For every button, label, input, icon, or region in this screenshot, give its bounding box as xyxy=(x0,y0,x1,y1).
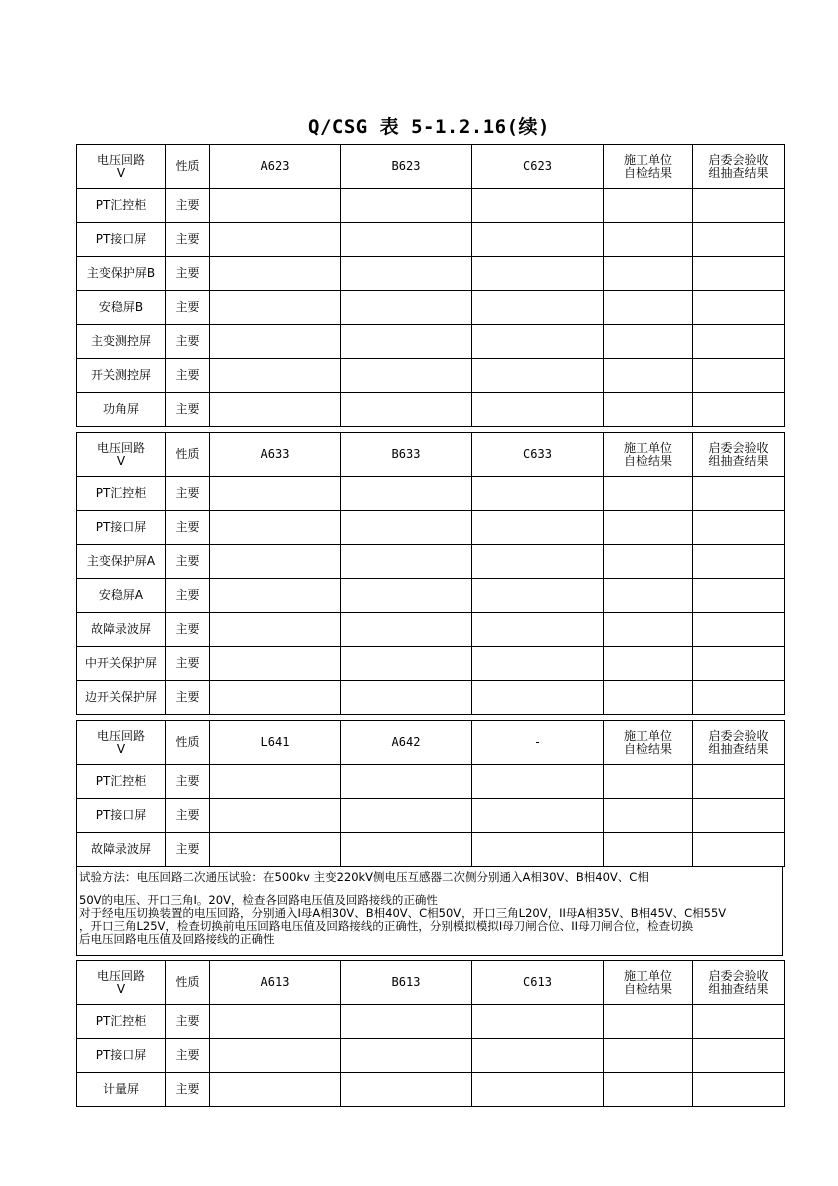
cell-phase-c[interactable] xyxy=(472,1039,604,1073)
row-nature: 主要 xyxy=(166,1073,210,1107)
row-name: 开关测控屏 xyxy=(77,359,166,393)
table-row xyxy=(77,257,785,291)
cell-construct[interactable] xyxy=(604,681,693,715)
header-row xyxy=(77,961,785,1005)
cell-committee[interactable] xyxy=(693,359,785,393)
row-name: 中开关保护屏 xyxy=(77,647,166,681)
cell-committee[interactable] xyxy=(693,1073,785,1107)
header-construct-result: 施工单位 自检结果 xyxy=(604,145,693,189)
cell-phase-c[interactable] xyxy=(472,291,604,325)
header-phase-b: B633 xyxy=(341,433,472,477)
cell-construct[interactable] xyxy=(604,647,693,681)
cell-construct[interactable] xyxy=(604,1005,693,1039)
cell-phase-a[interactable] xyxy=(210,223,341,257)
cell-construct[interactable] xyxy=(604,291,693,325)
cell-phase-c[interactable] xyxy=(472,511,604,545)
cell-construct[interactable] xyxy=(604,477,693,511)
cell-phase-a[interactable] xyxy=(210,545,341,579)
header-circuit: 电压回路 V xyxy=(77,145,166,189)
row-nature: 主要 xyxy=(166,613,210,647)
section-table-2 xyxy=(76,432,785,715)
cell-construct[interactable] xyxy=(604,765,693,799)
table-row xyxy=(77,393,785,427)
row-nature: 主要 xyxy=(166,223,210,257)
cell-phase-a[interactable] xyxy=(210,1005,341,1039)
cell-phase-a[interactable] xyxy=(210,257,341,291)
cell-construct[interactable] xyxy=(604,189,693,223)
header-row xyxy=(77,433,785,477)
cell-phase-a[interactable] xyxy=(210,647,341,681)
row-name: PT接口屏 xyxy=(77,223,166,257)
cell-phase-a[interactable] xyxy=(210,681,341,715)
cell-phase-c[interactable] xyxy=(472,613,604,647)
cell-phase-c[interactable] xyxy=(472,545,604,579)
row-name: 故障录波屏 xyxy=(77,613,166,647)
cell-phase-a[interactable] xyxy=(210,613,341,647)
row-nature: 主要 xyxy=(166,325,210,359)
row-name: PT接口屏 xyxy=(77,799,166,833)
header-phase-a: A613 xyxy=(210,961,341,1005)
row-nature: 主要 xyxy=(166,189,210,223)
header-phase-c: C633 xyxy=(472,433,604,477)
header-nature: 性质 xyxy=(166,961,210,1005)
cell-phase-b[interactable] xyxy=(341,359,472,393)
table-row xyxy=(77,647,785,681)
cell-committee[interactable] xyxy=(693,477,785,511)
cell-committee[interactable] xyxy=(693,681,785,715)
cell-committee[interactable] xyxy=(693,545,785,579)
row-nature: 主要 xyxy=(166,647,210,681)
row-name: 主变保护屏B xyxy=(77,257,166,291)
row-nature: 主要 xyxy=(166,579,210,613)
row-name: PT汇控柜 xyxy=(77,765,166,799)
cell-phase-a[interactable] xyxy=(210,477,341,511)
table-row xyxy=(77,1073,785,1107)
row-nature: 主要 xyxy=(166,359,210,393)
table-row xyxy=(77,477,785,511)
cell-phase-c[interactable] xyxy=(472,477,604,511)
header-committee-result: 启委会验收 组抽查结果 xyxy=(693,145,785,189)
table-row xyxy=(77,579,785,613)
cell-phase-a[interactable] xyxy=(210,511,341,545)
row-name: PT接口屏 xyxy=(77,511,166,545)
header-phase-b: B623 xyxy=(341,145,472,189)
header-construct-result: 施工单位 自检结果 xyxy=(604,433,693,477)
cell-phase-b[interactable] xyxy=(341,765,472,799)
cell-construct[interactable] xyxy=(604,359,693,393)
cell-phase-b[interactable] xyxy=(341,511,472,545)
row-nature: 主要 xyxy=(166,681,210,715)
header-phase-a: L641 xyxy=(210,721,341,765)
cell-committee[interactable] xyxy=(693,765,785,799)
table-row xyxy=(77,359,785,393)
note-line: 后电压回路电压值及回路接线的正确性 xyxy=(79,933,275,946)
row-nature: 主要 xyxy=(166,393,210,427)
cell-construct[interactable] xyxy=(604,1073,693,1107)
cell-phase-c[interactable] xyxy=(472,681,604,715)
table-row xyxy=(77,1039,785,1073)
cell-construct[interactable] xyxy=(604,325,693,359)
note-line: 50V的电压、开口三角I。20V，检查各回路电压值及回路接线的正确性 xyxy=(79,894,438,907)
header-construct-result: 施工单位 自检结果 xyxy=(604,721,693,765)
cell-committee[interactable] xyxy=(693,257,785,291)
cell-phase-b[interactable] xyxy=(341,833,472,867)
cell-committee[interactable] xyxy=(693,833,785,867)
row-nature: 主要 xyxy=(166,257,210,291)
cell-committee[interactable] xyxy=(693,799,785,833)
table-row xyxy=(77,681,785,715)
row-name: 故障录波屏 xyxy=(77,833,166,867)
table-row xyxy=(77,545,785,579)
cell-phase-a[interactable] xyxy=(210,189,341,223)
cell-phase-b[interactable] xyxy=(341,189,472,223)
header-phase-b: B613 xyxy=(341,961,472,1005)
cell-phase-b[interactable] xyxy=(341,799,472,833)
cell-committee[interactable] xyxy=(693,291,785,325)
cell-phase-a[interactable] xyxy=(210,1073,341,1107)
cell-committee[interactable] xyxy=(693,1039,785,1073)
section-table-1 xyxy=(76,144,785,427)
header-nature: 性质 xyxy=(166,145,210,189)
cell-phase-a[interactable] xyxy=(210,325,341,359)
cell-construct[interactable] xyxy=(604,613,693,647)
cell-construct[interactable] xyxy=(604,545,693,579)
cell-phase-a[interactable] xyxy=(210,833,341,867)
cell-phase-b[interactable] xyxy=(341,393,472,427)
cell-phase-b[interactable] xyxy=(341,545,472,579)
cell-phase-b[interactable] xyxy=(341,1005,472,1039)
cell-phase-c[interactable] xyxy=(472,257,604,291)
cell-phase-b[interactable] xyxy=(341,579,472,613)
section-table-4 xyxy=(76,960,785,1107)
cell-phase-b[interactable] xyxy=(341,681,472,715)
header-nature: 性质 xyxy=(166,721,210,765)
row-nature: 主要 xyxy=(166,477,210,511)
cell-phase-c[interactable] xyxy=(472,325,604,359)
header-phase-c: - xyxy=(472,721,604,765)
cell-phase-b[interactable] xyxy=(341,613,472,647)
row-name: 边开关保护屏 xyxy=(77,681,166,715)
header-phase-c: C623 xyxy=(472,145,604,189)
header-circuit: 电压回路 V xyxy=(77,433,166,477)
cell-phase-c[interactable] xyxy=(472,1073,604,1107)
header-committee-result: 启委会验收 组抽查结果 xyxy=(693,433,785,477)
header-nature: 性质 xyxy=(166,433,210,477)
header-committee-result: 启委会验收 组抽查结果 xyxy=(693,721,785,765)
table-row xyxy=(77,189,785,223)
table-row xyxy=(77,613,785,647)
cell-phase-b[interactable] xyxy=(341,291,472,325)
cell-phase-b[interactable] xyxy=(341,223,472,257)
cell-phase-a[interactable] xyxy=(210,765,341,799)
cell-phase-c[interactable] xyxy=(472,359,604,393)
cell-construct[interactable] xyxy=(604,223,693,257)
cell-phase-c[interactable] xyxy=(472,393,604,427)
cell-phase-c[interactable] xyxy=(472,765,604,799)
cell-phase-a[interactable] xyxy=(210,359,341,393)
cell-committee[interactable] xyxy=(693,325,785,359)
cell-construct[interactable] xyxy=(604,1039,693,1073)
cell-phase-b[interactable] xyxy=(341,257,472,291)
row-name: PT汇控柜 xyxy=(77,477,166,511)
header-row xyxy=(77,721,785,765)
header-circuit: 电压回路 V xyxy=(77,961,166,1005)
cell-phase-a[interactable] xyxy=(210,393,341,427)
cell-committee[interactable] xyxy=(693,511,785,545)
row-name: PT接口屏 xyxy=(77,1039,166,1073)
cell-phase-c[interactable] xyxy=(472,223,604,257)
row-nature: 主要 xyxy=(166,291,210,325)
header-circuit: 电压回路 V xyxy=(77,721,166,765)
note-line: ，开口三角L25V，检查切换前电压回路电压值及回路接线的正确性，分别模拟模拟I母刀闸合位、II母刀闸合位，检查切换 xyxy=(79,920,694,933)
header-construct-result: 施工单位 自检结果 xyxy=(604,961,693,1005)
cell-committee[interactable] xyxy=(693,393,785,427)
row-nature: 主要 xyxy=(166,545,210,579)
cell-committee[interactable] xyxy=(693,189,785,223)
cell-construct[interactable] xyxy=(604,833,693,867)
cell-committee[interactable] xyxy=(693,1005,785,1039)
row-name: 安稳屏B xyxy=(77,291,166,325)
table-row xyxy=(77,799,785,833)
cell-phase-c[interactable] xyxy=(472,189,604,223)
table-row xyxy=(77,325,785,359)
row-nature: 主要 xyxy=(166,1039,210,1073)
table-row xyxy=(77,1005,785,1039)
cell-committee[interactable] xyxy=(693,223,785,257)
cell-phase-a[interactable] xyxy=(210,799,341,833)
table-row xyxy=(77,511,785,545)
row-name: 计量屏 xyxy=(77,1073,166,1107)
header-phase-c: C613 xyxy=(472,961,604,1005)
cell-phase-b[interactable] xyxy=(341,325,472,359)
row-nature: 主要 xyxy=(166,511,210,545)
cell-phase-c[interactable] xyxy=(472,799,604,833)
cell-committee[interactable] xyxy=(693,579,785,613)
row-nature: 主要 xyxy=(166,833,210,867)
cell-construct[interactable] xyxy=(604,393,693,427)
row-nature: 主要 xyxy=(166,799,210,833)
note-line: 对于经电压切换装置的电压回路，分别通入I母A相30V、B相40V、C相50V，开口三角L20V，II母A相35V、B相45V、C相55V xyxy=(79,907,727,920)
table-row xyxy=(77,291,785,325)
row-nature: 主要 xyxy=(166,1005,210,1039)
cell-phase-a[interactable] xyxy=(210,579,341,613)
row-name: 主变保护屏A xyxy=(77,545,166,579)
cell-construct[interactable] xyxy=(604,799,693,833)
note-line: 试验方法：电压回路二次通压试验：在500kv 主变220kV侧电压互感器二次侧分别通入A相30V、B相40V、C相 xyxy=(79,871,649,884)
table-row xyxy=(77,765,785,799)
cell-phase-a[interactable] xyxy=(210,291,341,325)
cell-phase-b[interactable] xyxy=(341,1073,472,1107)
row-name: 功角屏 xyxy=(77,393,166,427)
row-name: 主变测控屏 xyxy=(77,325,166,359)
table-row xyxy=(77,223,785,257)
cell-committee[interactable] xyxy=(693,613,785,647)
row-name: PT汇控柜 xyxy=(77,1005,166,1039)
cell-phase-c[interactable] xyxy=(472,579,604,613)
table-row xyxy=(77,833,785,867)
cell-phase-b[interactable] xyxy=(341,1039,472,1073)
test-method-note xyxy=(76,866,783,956)
document-title: Q/CSG 表 5-1.2.16(续) xyxy=(308,116,550,138)
cell-phase-c[interactable] xyxy=(472,1005,604,1039)
header-row xyxy=(77,145,785,189)
cell-phase-c[interactable] xyxy=(472,833,604,867)
row-nature: 主要 xyxy=(166,765,210,799)
header-phase-a: A633 xyxy=(210,433,341,477)
cell-construct[interactable] xyxy=(604,257,693,291)
cell-phase-b[interactable] xyxy=(341,477,472,511)
cell-phase-b[interactable] xyxy=(341,647,472,681)
cell-construct[interactable] xyxy=(604,511,693,545)
cell-committee[interactable] xyxy=(693,647,785,681)
cell-construct[interactable] xyxy=(604,579,693,613)
header-phase-a: A623 xyxy=(210,145,341,189)
row-name: 安稳屏A xyxy=(77,579,166,613)
header-phase-b: A642 xyxy=(341,721,472,765)
row-name: PT汇控柜 xyxy=(77,189,166,223)
header-committee-result: 启委会验收 组抽查结果 xyxy=(693,961,785,1005)
cell-phase-a[interactable] xyxy=(210,1039,341,1073)
section-table-3 xyxy=(76,720,785,867)
cell-phase-c[interactable] xyxy=(472,647,604,681)
